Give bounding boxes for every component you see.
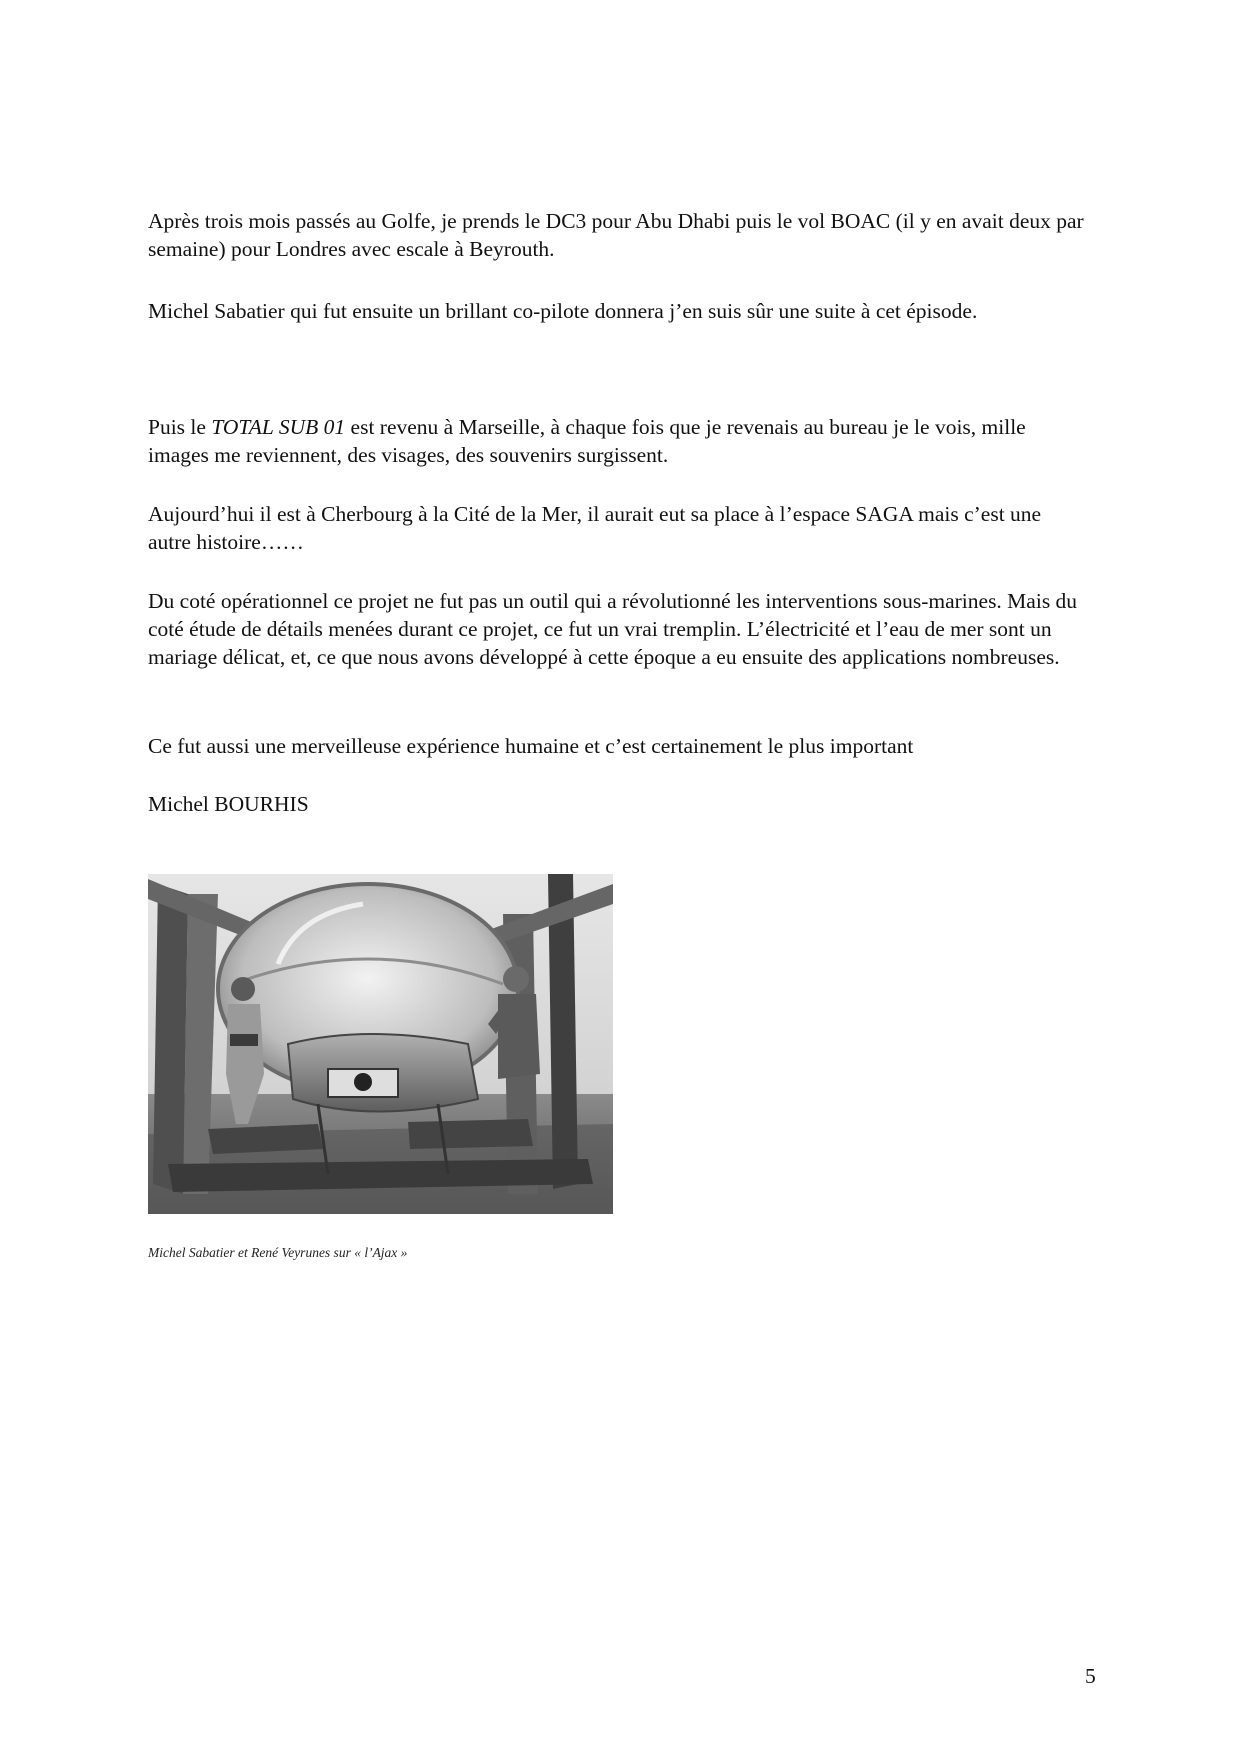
- vessel-name: TOTAL SUB 01: [211, 415, 346, 439]
- paragraph-travel: Après trois mois passés au Golfe, je prends le DC3 pour Abu Dhabi puis le vol BOAC (il y en avait deux par semaine) pour Londres avec escale à Beyrouth.: [148, 209, 1084, 261]
- submarine-photo: [148, 874, 613, 1214]
- paragraph-operational: Du coté opérationnel ce projet ne fut pas un outil qui a révolutionné les interventions sous-marines. Mais du coté étude de détails menées durant ce projet, ce fut un vrai tremplin. L’électricité et l’eau de mer sont un mariage délicat, et, ce que nous avons développé à cette époque a eu ensuite des applications nombreuses.: [148, 589, 1078, 669]
- author-signature: Michel BOURHIS: [148, 792, 309, 816]
- paragraph-total-sub: [148, 413, 1088, 469]
- paragraph-human-experience: Ce fut aussi une merveilleuse expérience humaine et c’est certainement le plus important: [148, 734, 914, 758]
- paragraph-cherbourg: Aujourd’hui il est à Cherbourg à la Cité de la Mer, il aurait eut sa place à l’espace SAGA mais c’est une autre histoire……: [148, 502, 1042, 554]
- paragraph-total-sub-start: Puis le: [148, 415, 212, 439]
- page-number: 5: [1085, 1664, 1096, 1688]
- paragraph-total-sub-end: est revenu à Marseille, à chaque fois que je revenais au bureau je le vois, mille images me reviennent, des visages, des souvenirs surgissent.: [148, 415, 1026, 467]
- photo-caption: Michel Sabatier et René Veyrunes sur « l’Ajax »: [148, 1245, 408, 1260]
- submarine-photo-drawing: [148, 874, 613, 1214]
- paragraph-sabatier: Michel Sabatier qui fut ensuite un brillant co-pilote donnera j’en suis sûr une suite à cet épisode.: [148, 299, 978, 323]
